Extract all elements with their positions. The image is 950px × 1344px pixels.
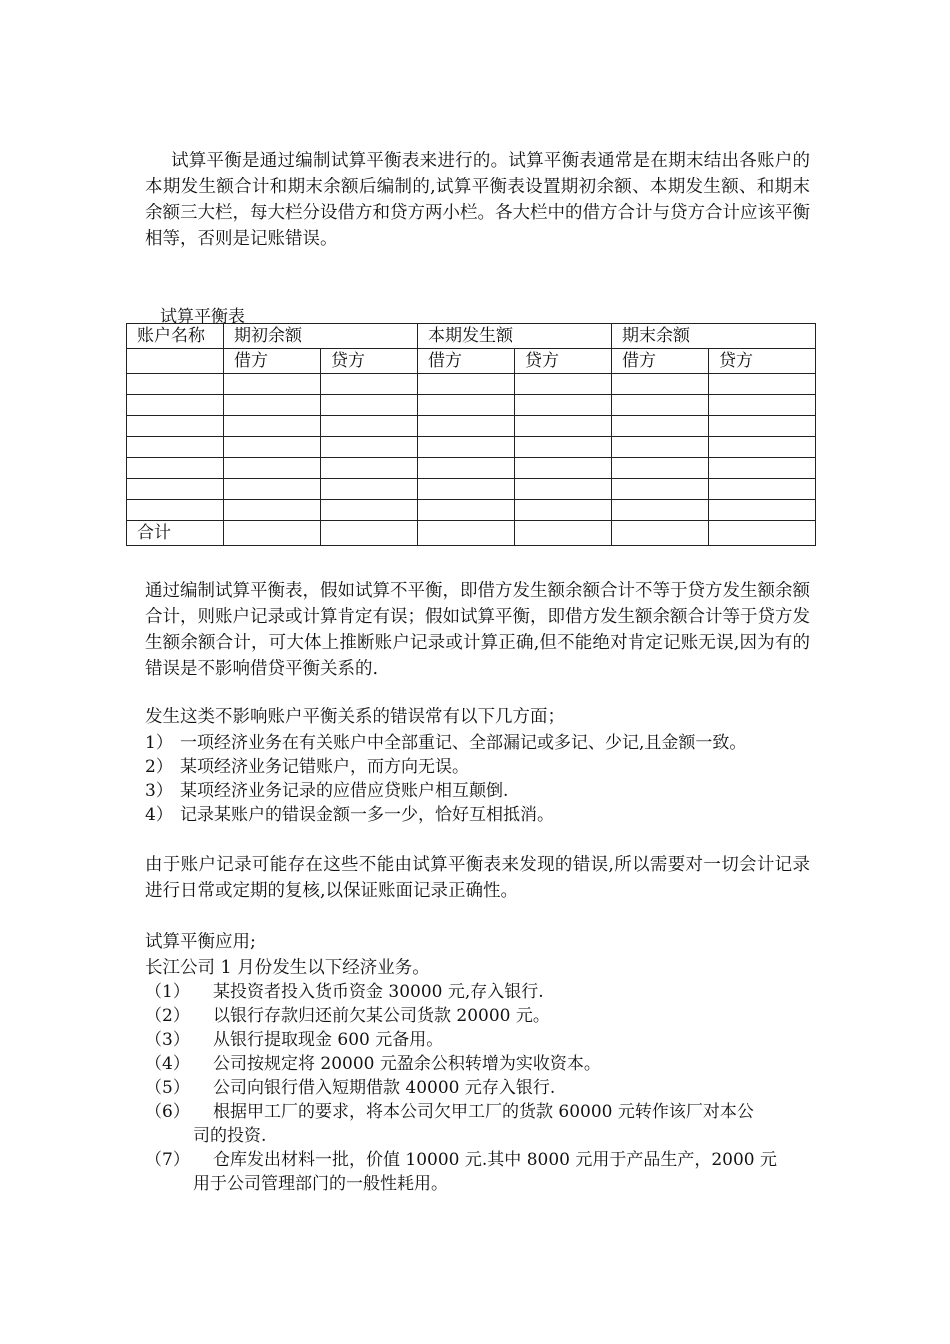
review-paragraph: 由于账户记录可能存在这些不能由试算平衡表来发现的错误,所以需要对一切会计记录进行日常或定期的复核,以保证账面记录正确性。 <box>145 855 810 901</box>
table-total-row <box>127 521 816 546</box>
list-item-continuation: 用于公司管理部门的一般性耗用。 <box>193 1174 448 1194</box>
list-item: （5） 公司向银行借入短期借款 40000 元存入银行. <box>145 1078 556 1098</box>
table-subheader-row <box>127 349 816 374</box>
table-row <box>127 458 816 479</box>
list-item: 2） 某项经济业务记错账户，而方向无误。 <box>145 757 469 777</box>
intro-paragraph: 试算平衡是通过编制试算平衡表来进行的。试算平衡表通常是在期末结出各账户的本期发生额合计和期末余额后编制的,试算平衡表设置期初余额、本期发生额、和期末余额三大栏，每大栏分设借方和贷方两小栏。各大栏中的借方合计与贷方合计应该平衡相等，否则是记账错误。 <box>145 151 810 249</box>
list-item: （7） 仓库发出材料一批，价值 10000 元.其中 8000 元用于产品生产，2000 元 <box>145 1150 778 1170</box>
total-label: 合计 <box>127 521 224 546</box>
table-caption: 试算平衡表 <box>160 307 245 327</box>
application-intro: 长江公司 1 月份发生以下经济业务。 <box>145 958 430 978</box>
list-item: （3） 从银行提取现金 600 元备用。 <box>145 1030 444 1050</box>
table-row <box>127 416 816 437</box>
list-item: （1） 某投资者投入货币资金 30000 元,存入银行. <box>145 982 544 1002</box>
list-item: （6） 根据甲工厂的要求，将本公司欠甲工厂的货款 60000 元转作该厂对本公 <box>145 1102 754 1122</box>
header-credit: 贷方 <box>709 349 816 374</box>
header-debit: 借方 <box>224 349 321 374</box>
list-item: 4） 记录某账户的错误金额一多一少，恰好互相抵消。 <box>145 805 554 825</box>
header-credit: 贷方 <box>515 349 612 374</box>
header-opening-balance: 期初余额 <box>224 324 418 349</box>
header-closing-balance: 期末余额 <box>612 324 816 349</box>
trial-balance-table <box>126 323 816 546</box>
header-debit: 借方 <box>418 349 515 374</box>
list-item: （4） 公司按规定将 20000 元盈余公积转增为实收资本。 <box>145 1054 601 1074</box>
list-item: （2） 以银行存款归还前欠某公司货款 20000 元。 <box>145 1006 550 1026</box>
header-account-name: 账户名称 <box>127 324 224 349</box>
errors-intro: 发生这类不影响账户平衡关系的错误常有以下几方面； <box>145 707 565 727</box>
table-row <box>127 395 816 416</box>
table-row <box>127 437 816 458</box>
list-item: 1） 一项经济业务在有关账户中全部重记、全部漏记或多记、少记,且金额一致。 <box>145 733 747 753</box>
table-row <box>127 479 816 500</box>
header-current-amount: 本期发生额 <box>418 324 612 349</box>
transactions-list <box>145 980 810 1196</box>
list-item: 3） 某项经济业务记录的应借应贷账户相互颠倒. <box>145 781 509 801</box>
header-credit: 贷方 <box>321 349 418 374</box>
table-row <box>127 500 816 521</box>
table-row <box>127 374 816 395</box>
explanation-paragraph: 通过编制试算平衡表，假如试算不平衡，即借方发生额余额合计不等于贷方发生额余额合计，则账户记录或计算肯定有误；假如试算平衡，即借方发生额余额合计等于贷方发生额余额合计，可大体上推断账户记录或计算正确,但不能绝对肯定记账无误,因为有的错误是不影响借贷平衡关系的. <box>145 581 810 679</box>
header-debit: 借方 <box>612 349 709 374</box>
list-item-continuation: 司的投资. <box>193 1126 267 1146</box>
errors-list <box>145 731 815 827</box>
application-title: 试算平衡应用; <box>145 932 256 952</box>
table-header-row <box>127 324 816 349</box>
